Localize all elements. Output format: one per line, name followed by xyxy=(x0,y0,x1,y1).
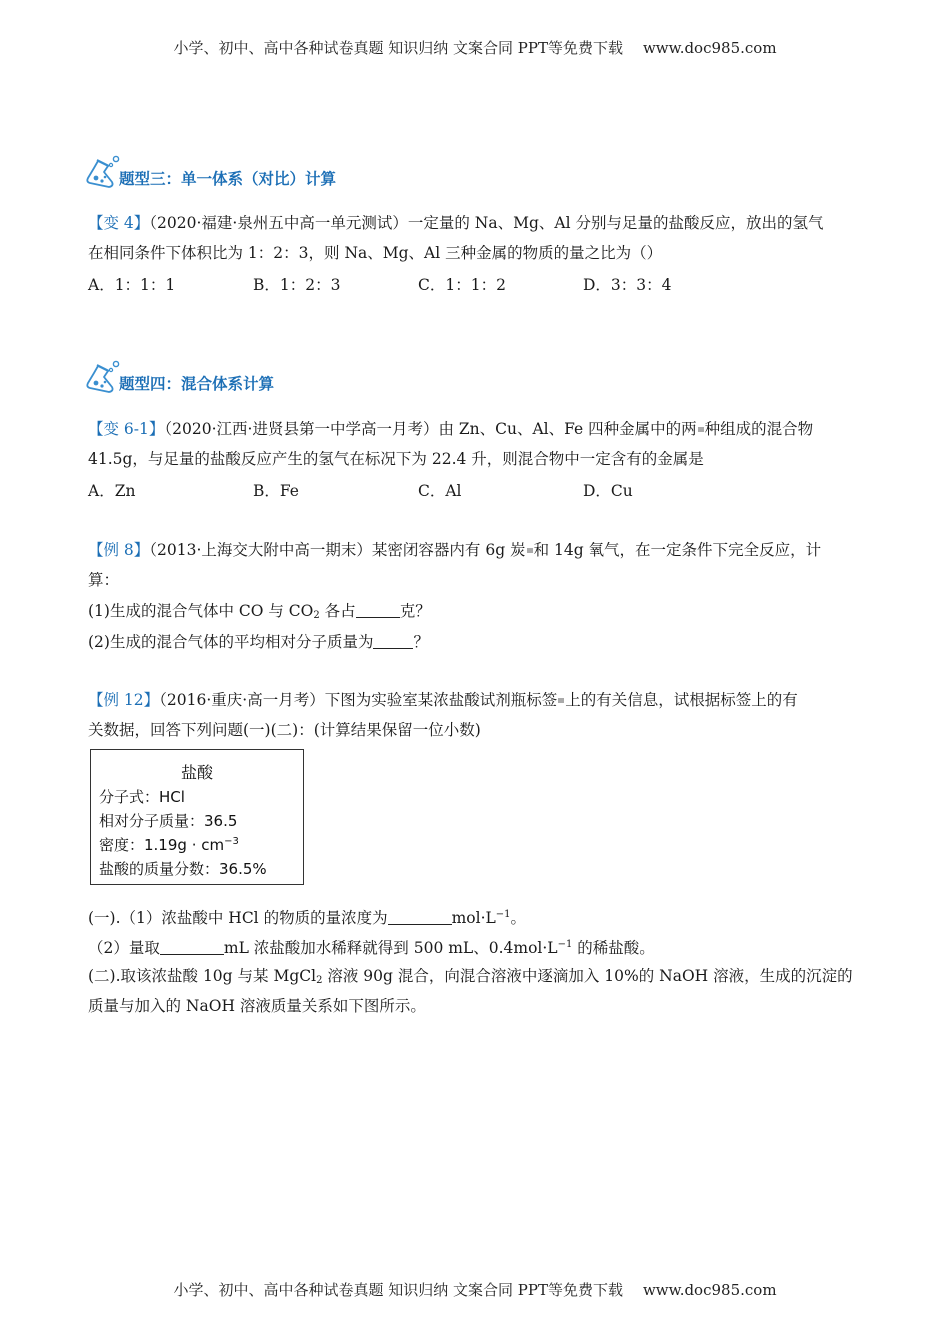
option-a: A．1：1：1 xyxy=(88,276,176,294)
question-line xyxy=(88,243,662,263)
question-line xyxy=(88,690,798,710)
question-text: （2020·江西·进贤县第一中学高一月考）由 Zn、Cu、Al、Fe 四种金属中的两 xyxy=(164,420,697,438)
question-text: mL 浓盐酸加水稀释就得到 500 mL、0.4mol·L xyxy=(223,939,558,957)
label-molecular-mass: 相对分子质量：36.5 xyxy=(99,812,238,830)
subscript: 2 xyxy=(316,975,323,986)
option-b: B．1：2：3 xyxy=(253,276,341,294)
question-text: （2020·福建·泉州五中高一单元测试）一定量的 Na、Mg、Al 分别与足量的盐酸反应，放出的氢气 xyxy=(149,214,824,232)
question-line xyxy=(88,449,704,469)
question-text: 各占 xyxy=(319,602,356,620)
question-text: 关数据，回答下列问题(一)(二)：(计算结果保留一位小数) xyxy=(88,721,481,739)
question-text: 41.5g，与足量的盐酸反应产生的氢气在标况下为 22.4 升，则混合物中一定含有的金属是 xyxy=(88,450,704,468)
option-a: A．Zn xyxy=(88,482,136,500)
option-c: C．1：1：2 xyxy=(418,276,506,294)
footer-url[interactable]: www.doc985.com xyxy=(642,1281,777,1299)
question-text: 上的有关信息，试根据标签上的有 xyxy=(565,691,798,709)
question-text: 和 14g 氧气，在一定条件下完全反应，计 xyxy=(533,541,822,559)
sub-question-3 xyxy=(88,966,853,991)
option-c: C．Al xyxy=(418,482,462,500)
question-part-2 xyxy=(88,632,429,652)
question-text: 溶液 90g 混合，向混合溶液中逐滴加入 10%的 NaOH 溶液，生成的沉淀的 xyxy=(322,967,853,985)
question-tag: 【例 8】 xyxy=(88,541,150,559)
question-text: （2016·重庆·高一月考）下图为实验室某浓盐酸试剂瓶标签 xyxy=(159,691,558,709)
question-text: 在相同条件下体积比为 1：2：3，则 Na、Mg、Al 三种金属的物质的量之比为（） xyxy=(88,244,663,262)
watermark-mark xyxy=(527,548,533,553)
footer-text: 小学、初中、高中各种试卷真题 知识归纳 文案合同 PPT等免费下载 xyxy=(173,1281,623,1299)
question-text: (二).取该浓盐酸 10g 与某 MgCl xyxy=(88,967,317,985)
answer-blank[interactable] xyxy=(160,939,224,955)
question-text: 种组成的混合物 xyxy=(704,420,814,438)
question-line xyxy=(88,213,823,233)
watermark-mark xyxy=(558,698,564,703)
superscript: −1 xyxy=(557,939,573,950)
page-header xyxy=(0,37,950,58)
flask-icon xyxy=(84,155,124,189)
header-url[interactable]: www.doc985.com xyxy=(642,39,777,57)
question-tag: 【变 6-1】 xyxy=(88,420,165,438)
question-text: 的稀盐酸。 xyxy=(572,939,655,957)
question-text: (2)生成的混合气体的平均相对分子质量为 xyxy=(88,633,374,651)
question-tag: 【变 4】 xyxy=(88,214,150,232)
page-footer xyxy=(0,1279,950,1300)
superscript: −3 xyxy=(224,836,239,847)
label-title: 盐酸 xyxy=(180,763,213,782)
question-text: 质量与加入的 NaOH 溶液质量关系如下图所示。 xyxy=(88,997,426,1015)
question-line xyxy=(88,540,821,560)
flask-icon xyxy=(84,360,124,394)
watermark-mark xyxy=(698,427,704,432)
question-text: mol·L xyxy=(451,909,496,927)
subscript: 2 xyxy=(313,610,320,621)
answer-blank[interactable] xyxy=(356,602,400,618)
question-part-1 xyxy=(88,601,431,626)
question-line xyxy=(88,720,481,740)
question-text: 。 xyxy=(510,909,527,927)
sub-question-1 xyxy=(88,905,526,928)
question-text: (一).（1）浓盐酸中 HCl 的物质的量浓度为 xyxy=(88,909,388,927)
question-line xyxy=(88,419,813,439)
option-b: B．Fe xyxy=(253,482,299,500)
sub-question-2 xyxy=(88,935,655,958)
question-text: (1)生成的混合气体中 CO 与 CO xyxy=(88,602,314,620)
question-text: ？ xyxy=(413,633,429,651)
question-text: （2013·上海交大附中高一期末）某密闭容器内有 6g 炭 xyxy=(149,541,526,559)
question-text: （2）量取 xyxy=(88,939,160,957)
reagent-label xyxy=(90,749,304,885)
question-line xyxy=(88,570,119,590)
label-mass-fraction: 盐酸的质量分数：36.5% xyxy=(99,860,267,878)
question-tag: 【例 12】 xyxy=(88,691,160,709)
superscript: −1 xyxy=(495,909,511,920)
header-text: 小学、初中、高中各种试卷真题 知识归纳 文案合同 PPT等免费下载 xyxy=(173,39,623,57)
option-d: D．3：3：4 xyxy=(583,276,672,294)
label-density: 密度：$1.19g \cdot cm^{-3}$ xyxy=(99,836,239,854)
label-formula: 分子式：HCl xyxy=(99,788,185,806)
question-text: 算： xyxy=(88,571,120,589)
section-title: 题型三：单一体系（对比）计算 xyxy=(119,170,337,188)
answer-blank[interactable] xyxy=(373,633,413,649)
question-text: 克？ xyxy=(399,602,431,620)
answer-blank[interactable] xyxy=(388,909,452,925)
option-d: D．Cu xyxy=(583,482,633,500)
section-title: 题型四：混合体系计算 xyxy=(119,375,275,393)
question-line xyxy=(88,996,426,1016)
